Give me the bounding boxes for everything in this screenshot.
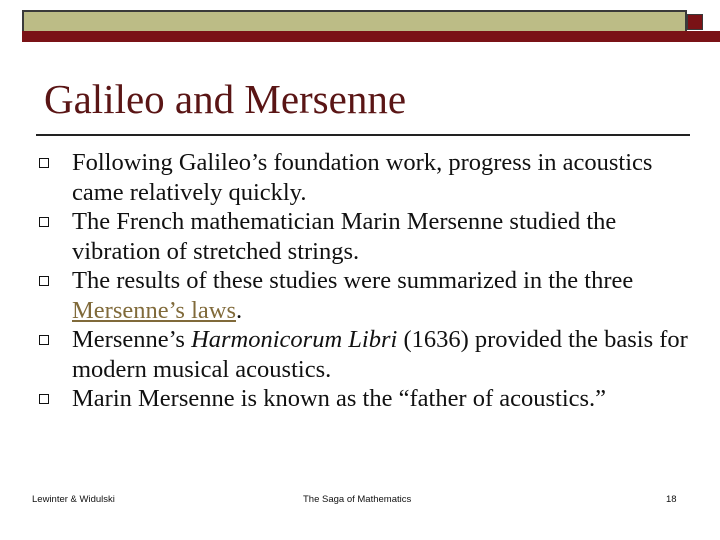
square-bullet-icon (39, 394, 49, 404)
footer-book-title: The Saga of Mathematics (303, 494, 412, 505)
bullet-text-end: . (235, 296, 243, 324)
bullet-text: Mersenne’s (72, 326, 192, 353)
slide-title: Galileo and Mersenne (44, 76, 407, 122)
title-divider (36, 134, 690, 136)
header-red-bar (22, 31, 720, 42)
mersennes-laws-link[interactable]: Mersenne’s laws (72, 296, 236, 324)
header-olive-bar (22, 10, 687, 31)
bullet-text-end: (1636) provided the basis for modern musical acoustics. (72, 326, 688, 383)
bullet-text: Following Galileo’s foundation work, progress in acoustics came relatively quickly. (72, 149, 653, 206)
square-bullet-icon (39, 217, 49, 227)
square-bullet-icon (39, 335, 49, 345)
bullet-item (38, 266, 698, 325)
square-bullet-icon (39, 276, 49, 286)
bullet-item (38, 207, 698, 266)
footer-page-number: 18 (666, 494, 677, 505)
bullet-item (38, 384, 698, 414)
bullet-list (38, 148, 698, 414)
footer-authors: Lewinter & Widulski (32, 494, 115, 505)
square-bullet-icon (39, 158, 49, 168)
bullet-item (38, 325, 698, 384)
bullet-text: The French mathematician Marin Mersenne studied the vibration of stretched strings. (72, 208, 617, 265)
bullet-text: The results of these studies were summarized in the three (72, 267, 634, 294)
header-decoration (22, 10, 702, 38)
book-title: Harmonicorum Libri (191, 326, 398, 353)
bullet-item (38, 148, 698, 207)
bullet-text: Marin Mersenne is known as the “father of acoustics.” (72, 385, 607, 412)
header-square (687, 14, 703, 30)
